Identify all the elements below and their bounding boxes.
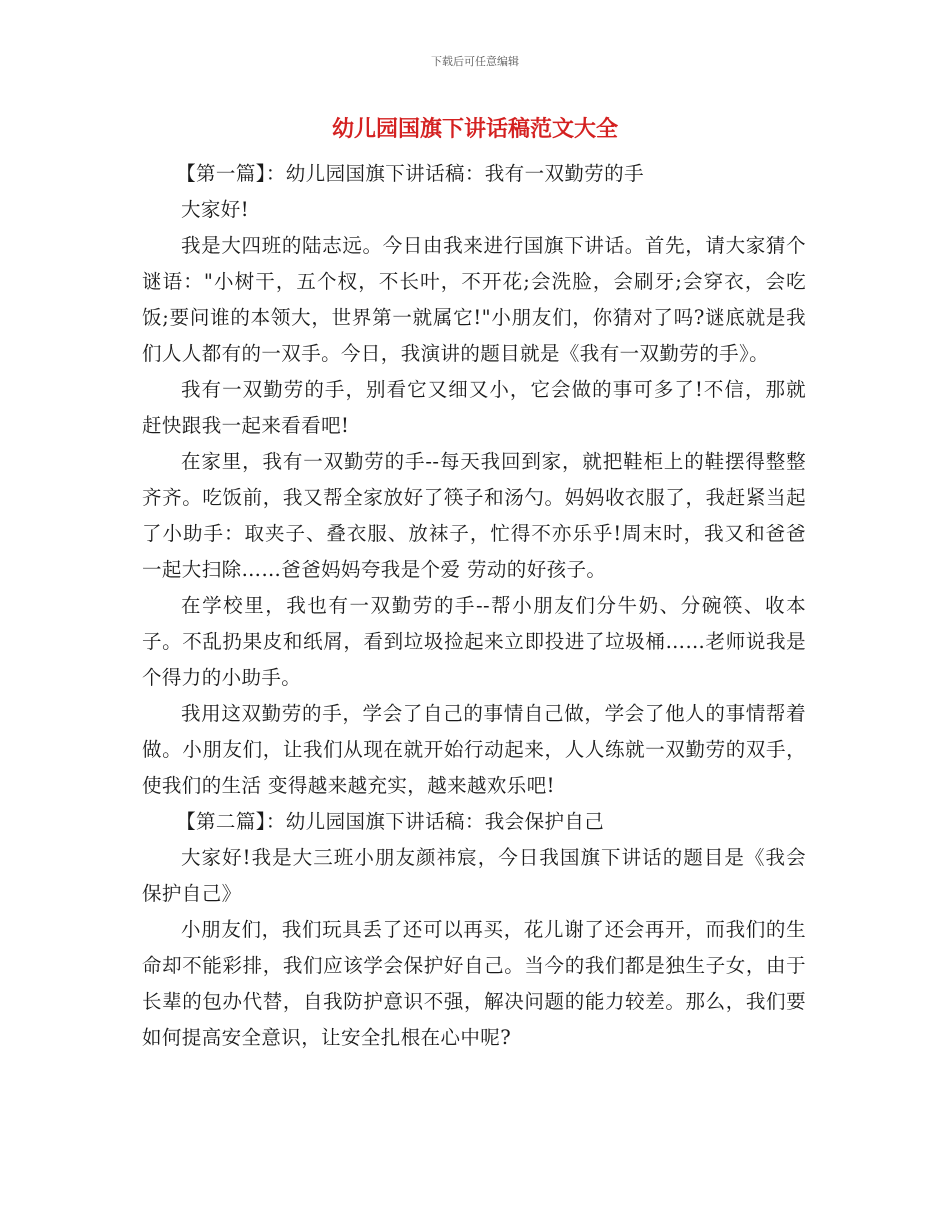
paragraph: 小朋友们，我们玩具丢了还可以再买，花儿谢了还会再开，而我们的生命却不能彩排，我们应该学会保护好自己。当今的我们都是独生子女，由于长辈的包办代替，自我防护意识不强，解决问题的能力较差。那么，我们要如何提高安全意识，让安全扎根在心中呢?: [142, 918, 806, 1049]
page-header-note: 下载后可任意编辑: [431, 55, 519, 68]
document-title: 幼儿园国旗下讲话稿范文大全: [331, 117, 618, 142]
paragraph: 在学校里，我也有一双勤劳的手--帮小朋友们分牛奶、分碗筷、收本子。不乱扔果皮和纸屑，看到垃圾捡起来立即投进了垃圾桶……老师说我是个得力的小助手。: [142, 594, 806, 689]
paragraph: 大家好!: [181, 198, 249, 221]
section-heading-2: 【第二篇】：幼儿园国旗下讲话稿：我会保护自己: [176, 810, 605, 833]
paragraph: 在家里，我有一双勤劳的手--每天我回到家，就把鞋柜上的鞋摆得整整齐齐。吃饭前，我又帮全家放好了筷子和汤勺。妈妈收衣服了，我赶紧当起了小助手：取夹子、叠衣服、放袜子，忙得不亦乐乎!周末时，我又和爸爸一起大扫除……爸爸妈妈夸我是个爱 劳动的好孩子。: [142, 450, 806, 581]
paragraph: 我用这双勤劳的手，学会了自己的事情自己做，学会了他人的事情帮着做。小朋友们，让我们从现在就开始行动起来，人人练就一双勤劳的双手，使我们的生活 变得越来越充实，越来越欢乐吧!: [142, 702, 806, 797]
document-body: [142, 156, 806, 1056]
section-heading-1: 【第一篇】：幼儿园国旗下讲话稿：我有一双勤劳的手: [176, 162, 644, 185]
paragraph: 我是大四班的陆志远。今日由我来进行国旗下讲话。首先，请大家猜个谜语："小树干，五个杈，不长叶，不开花;会洗脸，会刷牙;会穿衣，会吃饭;要问谁的本领大，世界第一就属它!"小朋友们，你猜对了吗?谜底就是我们人人都有的一双手。今日，我演讲的题目就是《我有一双勤劳的手》。: [142, 234, 806, 365]
paragraph: 大家好!我是大三班小朋友颜祎宸，今日我国旗下讲话的题目是《我会保护自己》: [142, 846, 806, 905]
paragraph: 我有一双勤劳的手，别看它又细又小，它会做的事可多了!不信，那就赶快跟我一起来看看吧!: [142, 378, 806, 437]
